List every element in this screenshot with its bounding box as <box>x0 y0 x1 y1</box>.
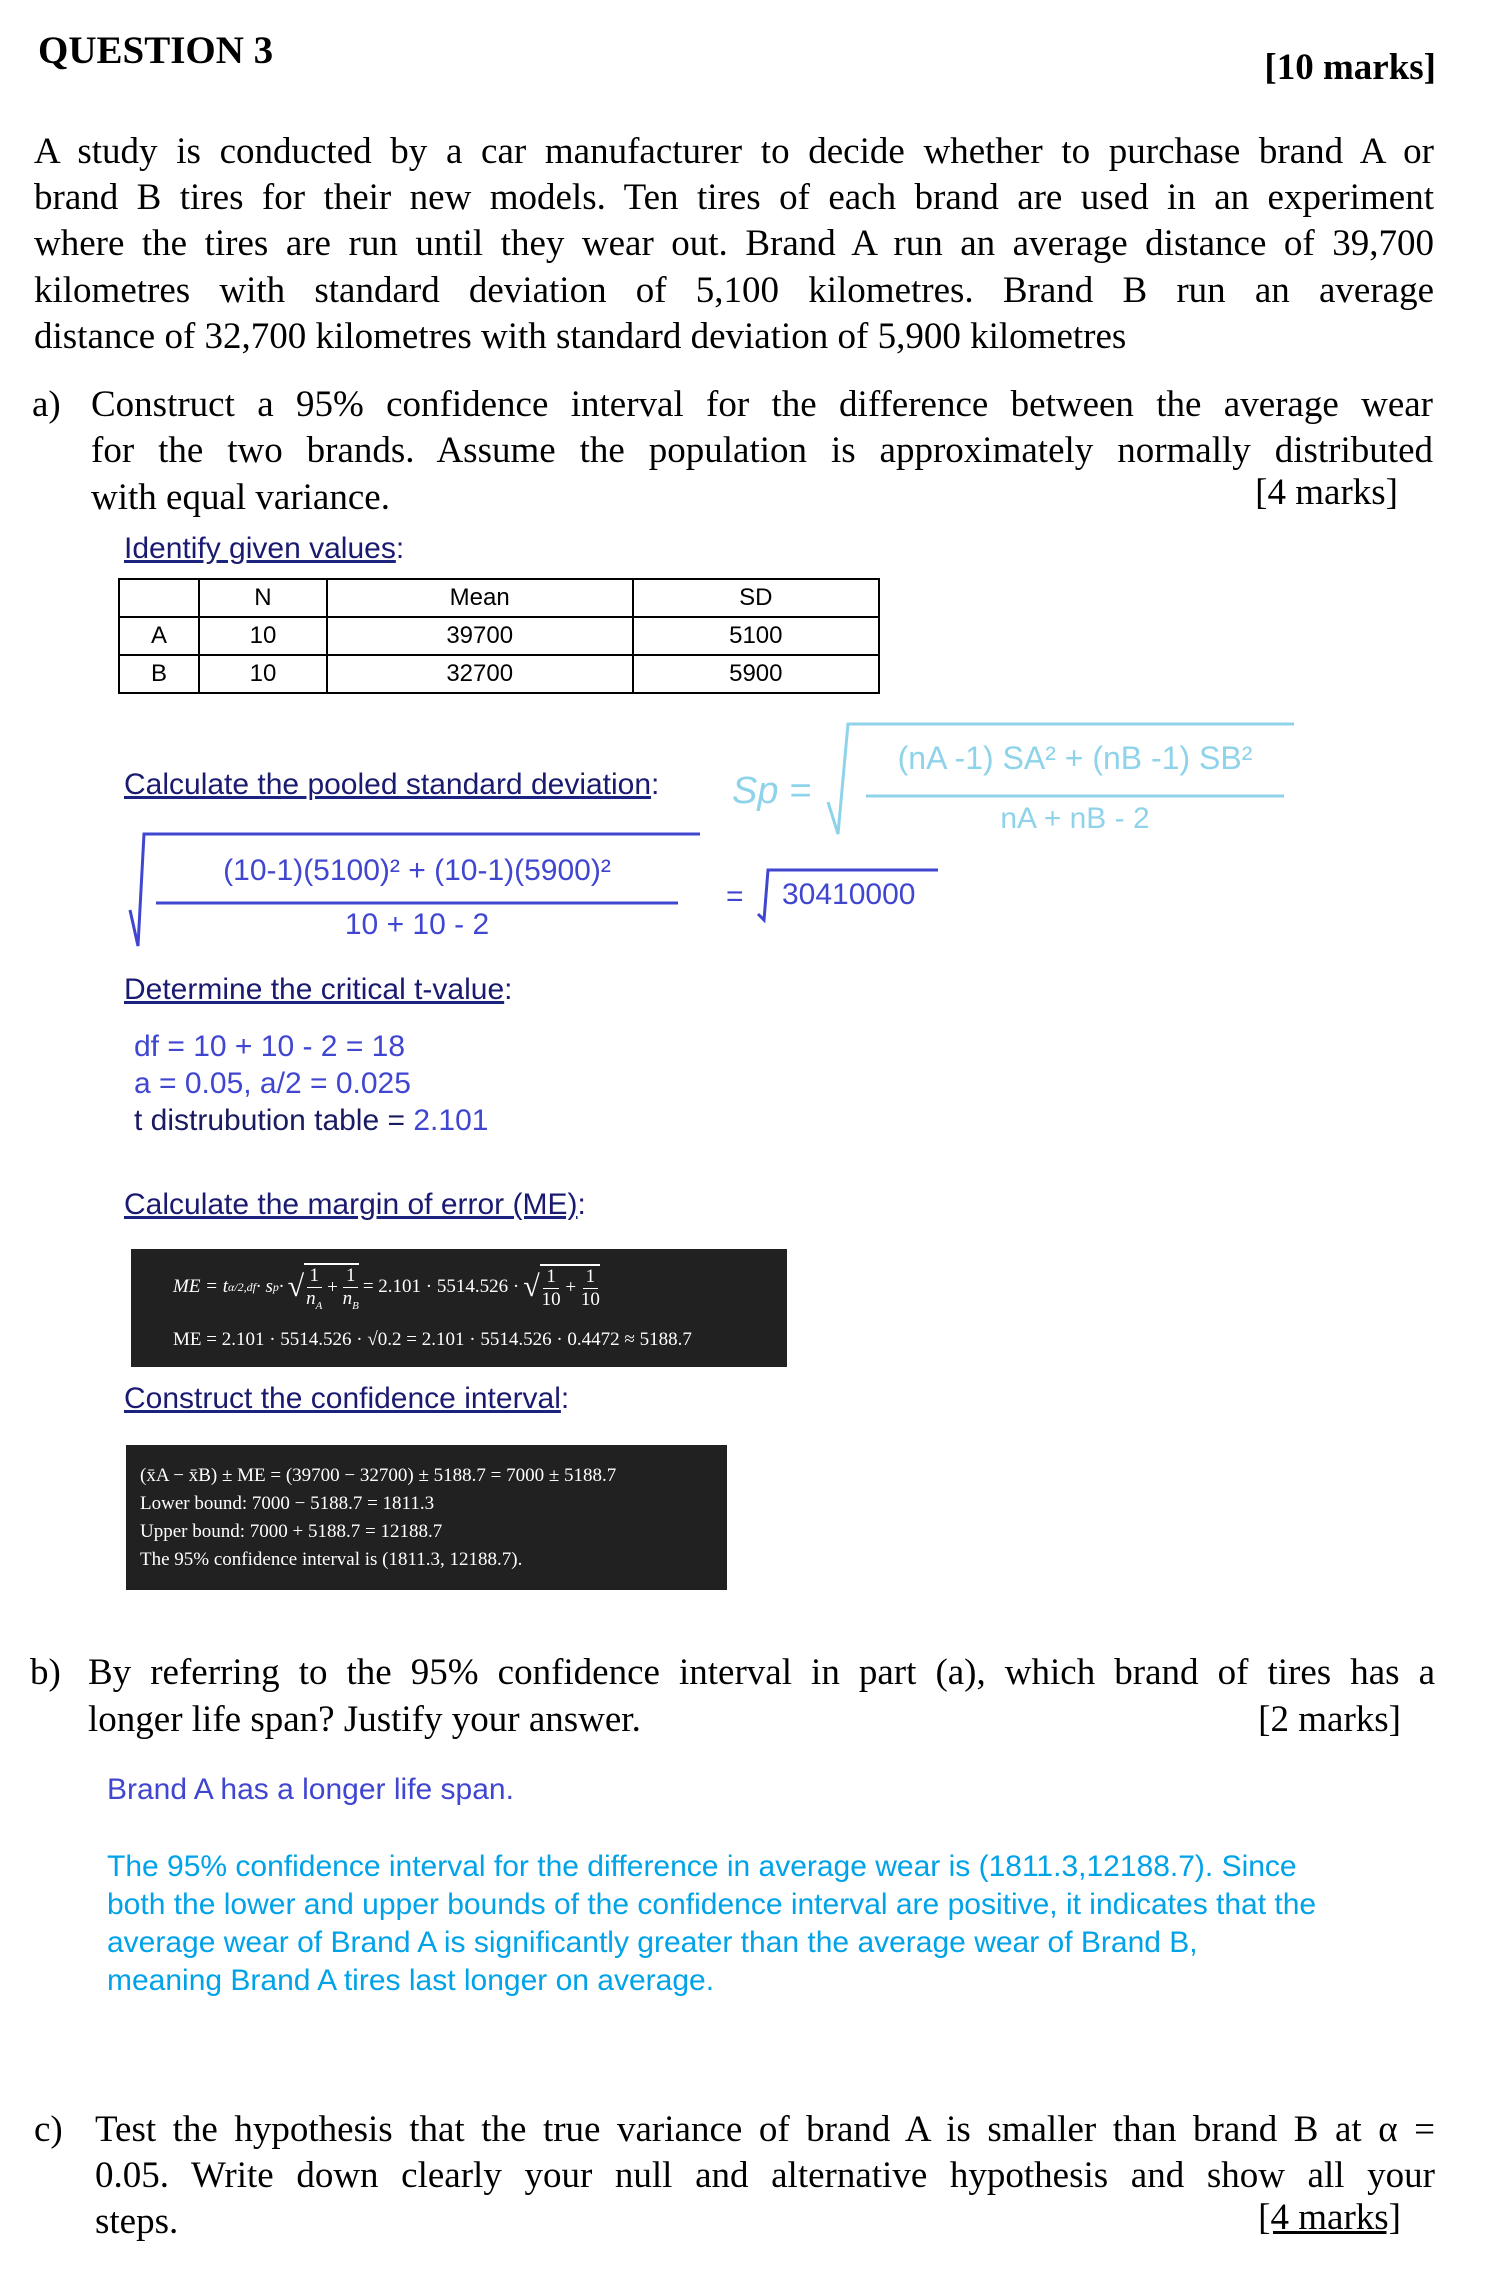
part-a-line: with equal variance. <box>91 477 390 518</box>
pooled-heading: Calculate the pooled standard deviation: <box>124 768 660 801</box>
ci-heading: Construct the confidence interval: <box>124 1382 570 1415</box>
part-b-answer: Brand A has a longer life span. <box>107 1773 514 1806</box>
ci-line: Lower bound: 7000 − 5188.7 = 1811.3 <box>140 1493 435 1514</box>
t-table-line <box>134 1104 488 1138</box>
substitution-denominator: 10 + 10 - 2 <box>344 908 490 941</box>
heading-text: Calculate the margin of error (ME) <box>124 1188 578 1221</box>
ci-box <box>126 1445 727 1590</box>
pooled-formula-root <box>826 722 1294 840</box>
t-value: 2.101 <box>413 1104 489 1137</box>
justification-line: average wear of Brand A is significantly greater than the average wear of Brand B, <box>107 1926 1198 1959</box>
part-c-line: 0.05. Write down clearly your null and alternative hypothesis and show all your <box>95 2155 1435 2196</box>
question-title: QUESTION 3 <box>38 29 274 72</box>
intro-line: where the tires are run until they wear out. Brand A run an average distance of 39,700 <box>34 223 1434 264</box>
justification-line: The 95% confidence interval for the difference in average wear is (1811.3,12188.7). Since <box>107 1850 1297 1883</box>
part-c-line: Test the hypothesis that the true variance of brand A is smaller than brand B at α = <box>95 2109 1435 2150</box>
table-cell: 39700 <box>327 617 633 655</box>
table-cell: A <box>119 617 199 655</box>
pooled-variance-value: 30410000 <box>782 878 916 911</box>
part-a-line: Construct a 95% confidence interval for the difference between the average wear <box>91 384 1433 425</box>
table-row <box>119 617 879 655</box>
intro-line: distance of 32,700 kilometres with standard deviation of 5,900 kilometres <box>34 316 1127 357</box>
table-header-row <box>119 579 879 617</box>
pooled-formula-denominator: nA + nB - 2 <box>1000 802 1150 835</box>
me-dot: · <box>278 1276 284 1298</box>
df-line: df = 10 + 10 - 2 = 18 <box>134 1030 406 1063</box>
ci-line: (x̄A − x̄B) ± ME = (39700 − 32700) ± 5188.7 = 7000 ± 5188.7 <box>140 1465 617 1486</box>
part-c-marks: [4 marks] <box>1258 2197 1401 2238</box>
justification-line: meaning Brand A tires last longer on average. <box>107 1964 715 1997</box>
part-b-line: By referring to the 95% confidence interval in part (a), which brand of tires has a <box>88 1652 1435 1693</box>
table-cell: 32700 <box>327 655 633 693</box>
me-formula-line2: ME = 2.101 · 5514.526 · √0.2 = 2.101 · 5514.526 · 0.4472 ≈ 5188.7 <box>173 1329 692 1350</box>
sqrt-fraction: $\frac{1}{n_A}$ + $\frac{1}{n_B}$ <box>306 1265 359 1312</box>
pooled-result <box>756 868 938 924</box>
table-cell: 10 <box>199 655 327 693</box>
given-values-table <box>118 578 880 694</box>
part-b-line: longer life span? Justify your answer. <box>88 1699 641 1740</box>
justification-line: both the lower and upper bounds of the confidence interval are positive, it indicates that the <box>107 1888 1317 1921</box>
part-a-label: a) <box>32 384 61 425</box>
table-header: N <box>199 579 327 617</box>
part-b-label: b) <box>30 1652 61 1693</box>
pooled-formula-numerator: (nA -1) SA² + (nB -1) SB² <box>897 740 1253 776</box>
substitution-numerator: (10-1)(5100)² + (10-1)(5900)² <box>223 854 611 887</box>
me-substituted: = 2.101 · 5514.526 · <box>362 1276 520 1298</box>
heading-text: Construct the confidence interval <box>124 1382 561 1415</box>
heading-text: Determine the critical t-value <box>124 973 505 1006</box>
intro-line: kilometres with standard deviation of 5,100 kilometres. Brand B run an average <box>34 270 1434 311</box>
table-cell: 5900 <box>633 655 879 693</box>
part-b-marks: [2 marks] <box>1258 1699 1401 1740</box>
ci-line: The 95% confidence interval is (1811.3, 12188.7). <box>140 1549 523 1570</box>
question-marks: [10 marks] <box>1264 47 1436 88</box>
intro-line: brand B tires for their new models. Ten tires of each brand are used in an experiment <box>34 177 1434 218</box>
intro-line: A study is conducted by a car manufacturer to decide whether to purchase brand A or <box>34 131 1434 172</box>
part-a-line: for the two brands. Assume the population is approximately normally distributed <box>91 430 1433 471</box>
me-sp: · s <box>256 1276 273 1298</box>
part-a-marks: [4 marks] <box>1255 472 1398 513</box>
identify-heading: Identify given values: <box>124 532 405 565</box>
me-subscript: α/2,df <box>228 1279 257 1294</box>
pooled-substitution <box>128 830 700 948</box>
me-heading: Calculate the margin of error (ME): <box>124 1188 586 1221</box>
t-value-heading: Determine the critical t-value: <box>124 973 513 1006</box>
sp-label: Sp = <box>732 770 812 812</box>
ci-line: Upper bound: 7000 + 5188.7 = 12188.7 <box>140 1521 443 1542</box>
heading-text: Identify given values <box>124 532 396 565</box>
alpha-line: a = 0.05, a/2 = 0.025 <box>134 1067 411 1100</box>
me-formula-line1: ME = t α/2,df · s p · √ $\frac{1}{n_A}$ + $\frac{1}{n_B}$ = 2.101 · 5514.526 · √ $\frac{1}{10}$ + $\frac{1}{10}$ <box>173 1265 600 1312</box>
part-c-line: steps. <box>95 2201 179 2242</box>
me-formula-box <box>131 1249 787 1367</box>
heading-text: Calculate the pooled standard deviation <box>124 768 652 801</box>
part-c-label: c) <box>34 2109 63 2150</box>
table-header: SD <box>633 579 879 617</box>
table-row <box>119 655 879 693</box>
table-cell: 10 <box>199 617 327 655</box>
me-sp-subscript: p <box>272 1279 279 1294</box>
me-lhs: ME = t <box>173 1276 229 1298</box>
table-header: Mean <box>327 579 633 617</box>
equals-sign: = <box>726 880 744 913</box>
t-table-label: t distrubution table = <box>134 1104 414 1137</box>
table-cell: 5100 <box>633 617 879 655</box>
table-cell: B <box>119 655 199 693</box>
table-header <box>119 579 199 617</box>
